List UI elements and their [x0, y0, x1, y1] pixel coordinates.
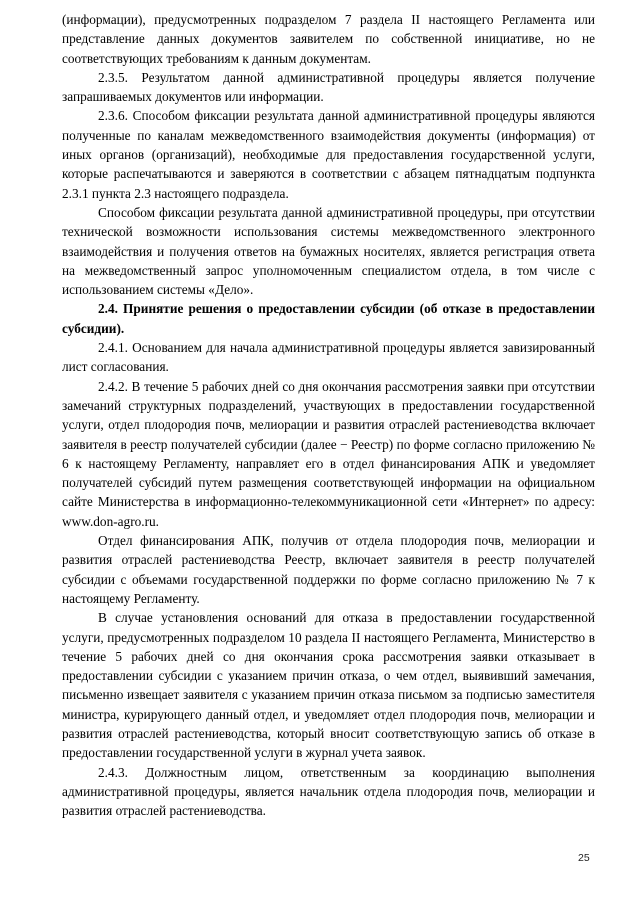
paragraph-finance-department: Отдел финансирования АПК, получив от отдела плодородия почв, мелиорации и развития отраслей растениеводства Реестр, включает заявителя в реестр получателей субсидии с объемами государственной поддержки по форме согласно приложению № 7 к настоящему Регламенту. [62, 533, 595, 606]
paragraph-2-3-5: 2.3.5. Результатом данной административной процедуры является получение запрашиваемых документов или информации. [62, 69, 595, 105]
paragraph-refusal-case: В случае установления оснований для отказа в предоставлении государственной услуги, предусмотренных подразделом 10 раздела II настоящего Регламента, Министерство в течение 5 рабочих дней со дня окончания срока рассмотрения заявки отказывает в предоставлении субсидии с указанием причин отказа, о чем отдел, выявивший замечания, письменно извещает заявителя с указанием причин отказа письмом за подписью заместителя министра, курирующего данный отдел, и уведомляет отдел плодородия почв, мелиорации и развития отраслей растениеводства, который вносит соответствующую запись об отказе в предоставлении государственной услуги в журнал учета заявок. [62, 610, 595, 761]
document-body [62, 10, 595, 820]
paragraph-fixation-method: Способом фиксации результата данной административной процедуры, при отсутствии технической возможности использования системы межведомственного электронного взаимодействия и получения ответов на бумажных носителях, является регистрация ответа на межведомственный запрос уполномоченным специалистом отдела, в том числе с использованием системы «Дело». [62, 204, 595, 298]
paragraph-2-3-6: 2.3.6. Способом фиксации результата данной административной процедуры являются полученные по каналам межведомственного взаимодействия документы (информация) от иных органов (организаций), необходимые для предоставления государственной услуги, которые распечатываются и заверяются в соответствии с абзацем пятнадцатым подпункта 2.3.1 пункта 2.3 настоящего подраздела. [62, 108, 595, 201]
paragraph-continuation: (информации), предусмотренных подразделом 7 раздела II настоящего Регламента или представление данных документов заявителем по собственной инициативе, но не соответствующих требованиям к данным документам. [62, 12, 595, 66]
paragraph-2-4-3: 2.4.3. Должностным лицом, ответственным за координацию выполнения административной процедуры, является начальник отдела плодородия почв, мелиорации и развития отраслей растениеводства. [62, 764, 595, 819]
paragraph-2-4-2: 2.4.2. В течение 5 рабочих дней со дня окончания рассмотрения заявки при отсутствии замечаний структурных подразделений, участвующих в предоставлении государственной услуги, отдел плодородия почв, мелиорации и развития отраслей растениеводства включает заявителя в реестр получателей субсидии (далее − Реестр) по форме согласно приложению № 6 к настоящему Регламенту, направляет его в отдел финансирования АПК и уведомляет получателей субсидий путем размещения соответствующей информации на официальном сайте Министерства в информационно-телекоммуникационной сети «Интернет» по адресу: www.don-agro.ru. [62, 378, 595, 529]
page-number: 25 [578, 852, 590, 864]
paragraph-2-4-1: 2.4.1. Основанием для начала административной процедуры является завизированный лист согласования. [62, 340, 595, 375]
section-heading-2-4: 2.4. Принятие решения о предоставлении субсидии (об отказе в предоставлении субсидии). [62, 301, 595, 336]
